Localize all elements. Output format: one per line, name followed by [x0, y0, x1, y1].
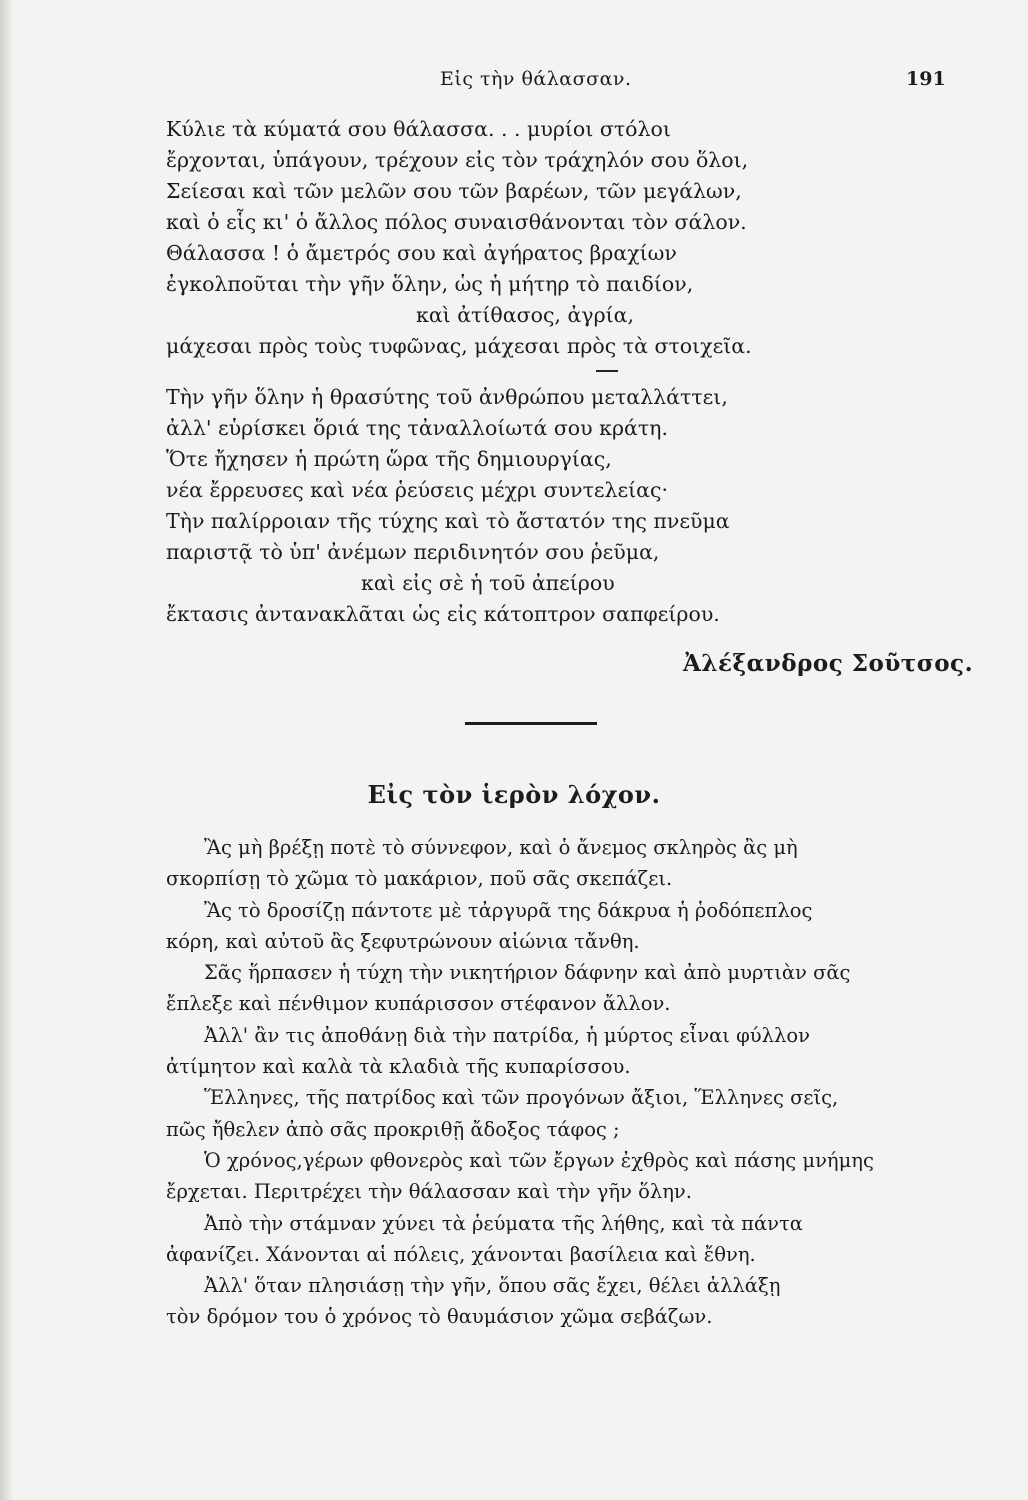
prose-line: ἀτίμητον καὶ καλὰ τὰ κλαδιὰ τῆς κυπαρίσσου.: [166, 1055, 631, 1079]
poem-body: [166, 114, 976, 630]
poem-line: ἀλλ' εὑρίσκει ὅριά της τἀναλλοίωτά σου κράτη.: [166, 416, 668, 440]
prose-line: Ἀπὸ τὴν στάμναν χύνει τὰ ῥεύματα τῆς λήθης, καὶ τὰ πάντα: [204, 1211, 803, 1235]
stanza-break-dash: [596, 370, 618, 372]
poem-line: Κύλιε τὰ κύματά σου θάλασσα. . . μυρίοι στόλοι: [166, 117, 671, 141]
poem-line: Τὴν γῆν ὅλην ἡ θρασύτης τοῦ ἀνθρώπου μεταλλάττει,: [166, 385, 728, 409]
prose-line: ἔρχεται. Περιτρέχει τὴν θάλασσαν καὶ τὴν γῆν ὅλην.: [166, 1180, 692, 1204]
prose-line: πῶς ἤθελεν ἀπὸ σᾶς προκριθῇ ἄδοξος τάφος ;: [166, 1117, 620, 1141]
prose-line: Ἕλληνες, τῆς πατρίδος καὶ τῶν προγόνων ἄξιοι, Ἕλληνες σεῖς,: [204, 1086, 839, 1110]
prose-line: Ὁ χρόνος,γέρων φθονερὸς καὶ τῶν ἔργων ἐχθρὸς καὶ πάσης μνήμης: [204, 1148, 874, 1172]
poem-line: ἔρχονται, ὑπάγουν, τρέχουν εἰς τὸν τράχηλόν σου ὅλοι,: [166, 148, 749, 172]
poem-line: μάχεσαι πρὸς τοὺς τυφῶνας, μάχεσαι πρὸς τὰ στοιχεῖα.: [166, 334, 752, 358]
page-edge-shadow: [0, 0, 14, 1500]
prose-line: τὸν δρόμον του ὁ χρόνος τὸ θαυμάσιον χῶμα σεβάζων.: [166, 1305, 713, 1329]
poem-line: καὶ εἰς σὲ ἡ τοῦ ἀπείρου: [361, 571, 615, 595]
running-title: Εἰς τὴν θάλασσαν.: [440, 68, 632, 90]
poem-line: ἐγκολποῦται τὴν γῆν ὅλην, ὡς ἡ μήτηρ τὸ παιδίον,: [166, 272, 694, 296]
poem-line: Θάλασσα ! ὁ ἄμετρός σου καὶ ἀγήρατος βραχίων: [166, 241, 677, 265]
prose-body: [166, 832, 966, 1333]
prose-line: κόρη, καὶ αὐτοῦ ἂς ξεφυτρώνουν αἰώνια τἄνθη.: [166, 929, 640, 953]
author-signature: Ἀλέξανδρος Σοῦτσος.: [683, 650, 974, 677]
prose-line: ἀφανίζει. Χάνονται αἱ πόλεις, χάνονται βασίλεια καὶ ἔθνη.: [166, 1242, 756, 1266]
prose-line: σκορπίσῃ τὸ χῶμα τὸ μακάριον, ποῦ σᾶς σκεπάζει.: [166, 867, 673, 891]
poem-line: νέα ἔρρευσες καὶ νέα ῥεύσεις μέχρι συντελείας·: [166, 478, 669, 502]
poem-line: Τὴν παλίρροιαν τῆς τύχης καὶ τὸ ἄστατόν της πνεῦμα: [166, 509, 730, 533]
poem-line: Ὅτε ἤχησεν ἡ πρώτη ὥρα τῆς δημιουργίας,: [166, 447, 612, 471]
section-title: Εἰς τὸν ἱερὸν λόχον.: [367, 780, 661, 809]
poem-line: ἔκτασις ἀντανακλᾶται ὡς εἰς κάτοπτρον σαπφείρου.: [166, 602, 720, 626]
prose-line: Ἀλλ' ἂν τις ἀποθάνῃ διὰ τὴν πατρίδα, ἡ μύρτος εἶναι φύλλον: [204, 1023, 810, 1047]
prose-line: Σᾶς ἥρπασεν ἡ τύχη τὴν νικητήριον δάφνην καὶ ἀπὸ μυρτιὰν σᾶς: [204, 961, 851, 985]
prose-line: Ἀλλ' ὅταν πλησιάσῃ τὴν γῆν, ὅπου σᾶς ἔχει, θέλει ἀλλάξῃ: [204, 1274, 781, 1298]
poem-line: παριστᾷ τὸ ὑπ' ἀνέμων περιδινητόν σου ῥεῦμα,: [166, 540, 660, 564]
page-number: 191: [906, 68, 946, 90]
poem-line: καὶ ὁ εἷς κι' ὁ ἄλλος πόλος συναισθάνονται τὸν σάλον.: [166, 210, 747, 234]
prose-line: Ἂς τὸ δροσίζῃ πάντοτε μὲ τἀργυρᾶ της δάκρυα ἡ ῥοδόπεπλος: [204, 898, 813, 922]
poem-line: καὶ ἀτίθασος, ἀγρία,: [416, 303, 635, 327]
prose-line: ἔπλεξε καὶ πένθιμον κυπάρισσον στέφανον ἄλλον.: [166, 992, 671, 1016]
prose-line: Ἂς μὴ βρέξῃ ποτὲ τὸ σύννεφον, καὶ ὁ ἄνεμος σκληρὸς ἂς μὴ: [204, 836, 798, 859]
section-separator-rule: [465, 722, 597, 725]
running-head: [0, 68, 1028, 98]
poem-line: Σείεσαι καὶ τῶν μελῶν σου τῶν βαρέων, τῶν μεγάλων,: [166, 179, 742, 203]
